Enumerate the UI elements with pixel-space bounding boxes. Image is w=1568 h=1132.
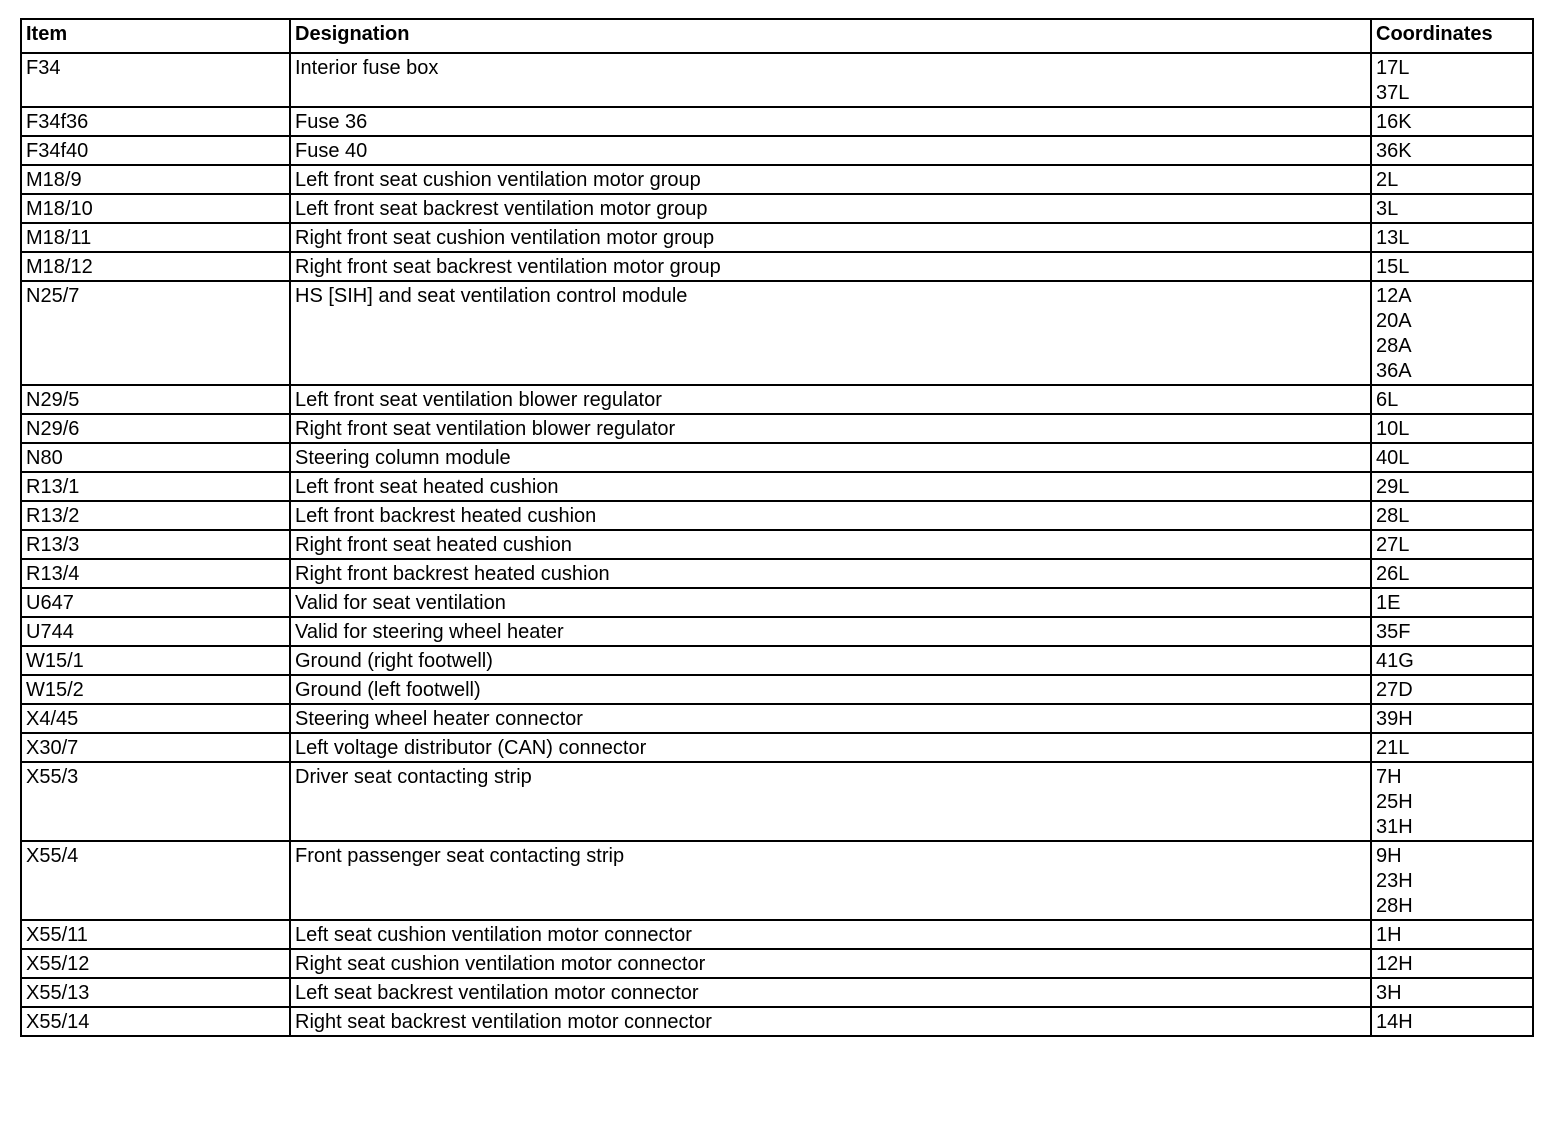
- table-row: [21, 559, 1533, 588]
- coordinates-cell: 7H 25H 31H: [1371, 762, 1533, 841]
- item-cell: R13/4: [21, 559, 290, 588]
- item-cell: X55/3: [21, 762, 290, 841]
- table-row: [21, 443, 1533, 472]
- component-legend-table: [20, 18, 1534, 1037]
- table-row: [21, 414, 1533, 443]
- table-row: [21, 920, 1533, 949]
- coordinates-cell: 1H: [1371, 920, 1533, 949]
- designation-cell: Steering column module: [290, 443, 1371, 472]
- item-cell: X4/45: [21, 704, 290, 733]
- designation-cell: Interior fuse box: [290, 53, 1371, 107]
- coordinates-cell: 27D: [1371, 675, 1533, 704]
- designation-cell: Left front backrest heated cushion: [290, 501, 1371, 530]
- designation-cell: Right seat cushion ventilation motor connector: [290, 949, 1371, 978]
- coordinates-cell: 40L: [1371, 443, 1533, 472]
- designation-cell: Right front seat ventilation blower regulator: [290, 414, 1371, 443]
- table-header: [21, 19, 1533, 53]
- coordinates-cell: 15L: [1371, 252, 1533, 281]
- item-cell: U647: [21, 588, 290, 617]
- coordinates-cell: 41G: [1371, 646, 1533, 675]
- coordinates-cell: 35F: [1371, 617, 1533, 646]
- item-cell: U744: [21, 617, 290, 646]
- item-cell: M18/9: [21, 165, 290, 194]
- designation-cell: Left front seat ventilation blower regulator: [290, 385, 1371, 414]
- item-cell: X55/4: [21, 841, 290, 920]
- item-cell: N25/7: [21, 281, 290, 385]
- item-cell: R13/1: [21, 472, 290, 501]
- item-cell: W15/2: [21, 675, 290, 704]
- table-row: [21, 588, 1533, 617]
- coordinates-cell: 26L: [1371, 559, 1533, 588]
- table-body: [21, 53, 1533, 1036]
- item-cell: M18/10: [21, 194, 290, 223]
- coordinates-cell: 17L 37L: [1371, 53, 1533, 107]
- table-row: [21, 194, 1533, 223]
- table-row: [21, 646, 1533, 675]
- table-row: [21, 704, 1533, 733]
- column-header-item: Item: [21, 19, 290, 53]
- table-row: [21, 1007, 1533, 1036]
- table-row: [21, 501, 1533, 530]
- designation-cell: Left front seat cushion ventilation motor group: [290, 165, 1371, 194]
- designation-cell: Driver seat contacting strip: [290, 762, 1371, 841]
- designation-cell: Valid for steering wheel heater: [290, 617, 1371, 646]
- item-cell: N80: [21, 443, 290, 472]
- item-cell: F34: [21, 53, 290, 107]
- coordinates-cell: 16K: [1371, 107, 1533, 136]
- item-cell: N29/6: [21, 414, 290, 443]
- coordinates-cell: 13L: [1371, 223, 1533, 252]
- designation-cell: Right seat backrest ventilation motor connector: [290, 1007, 1371, 1036]
- coordinates-cell: 10L: [1371, 414, 1533, 443]
- designation-cell: Ground (left footwell): [290, 675, 1371, 704]
- table-row: [21, 252, 1533, 281]
- item-cell: X55/12: [21, 949, 290, 978]
- table-row: [21, 841, 1533, 920]
- coordinates-cell: 9H 23H 28H: [1371, 841, 1533, 920]
- item-cell: M18/12: [21, 252, 290, 281]
- table-row: [21, 223, 1533, 252]
- coordinates-cell: 36K: [1371, 136, 1533, 165]
- coordinates-cell: 2L: [1371, 165, 1533, 194]
- table-row: [21, 949, 1533, 978]
- coordinates-cell: 6L: [1371, 385, 1533, 414]
- table-row: [21, 136, 1533, 165]
- table-row: [21, 530, 1533, 559]
- designation-cell: Fuse 36: [290, 107, 1371, 136]
- coordinates-cell: 3L: [1371, 194, 1533, 223]
- designation-cell: Front passenger seat contacting strip: [290, 841, 1371, 920]
- designation-cell: Steering wheel heater connector: [290, 704, 1371, 733]
- designation-cell: Right front seat cushion ventilation motor group: [290, 223, 1371, 252]
- item-cell: F34f40: [21, 136, 290, 165]
- designation-cell: HS [SIH] and seat ventilation control module: [290, 281, 1371, 385]
- item-cell: R13/2: [21, 501, 290, 530]
- table-row: [21, 385, 1533, 414]
- designation-cell: Ground (right footwell): [290, 646, 1371, 675]
- coordinates-cell: 21L: [1371, 733, 1533, 762]
- coordinates-cell: 14H: [1371, 1007, 1533, 1036]
- item-cell: M18/11: [21, 223, 290, 252]
- coordinates-cell: 29L: [1371, 472, 1533, 501]
- designation-cell: Left seat backrest ventilation motor connector: [290, 978, 1371, 1007]
- column-header-designation: Designation: [290, 19, 1371, 53]
- table-row: [21, 472, 1533, 501]
- designation-cell: Right front seat backrest ventilation motor group: [290, 252, 1371, 281]
- designation-cell: Left front seat backrest ventilation motor group: [290, 194, 1371, 223]
- table-row: [21, 165, 1533, 194]
- designation-cell: Right front seat heated cushion: [290, 530, 1371, 559]
- table-row: [21, 107, 1533, 136]
- item-cell: F34f36: [21, 107, 290, 136]
- table-row: [21, 978, 1533, 1007]
- designation-cell: Left front seat heated cushion: [290, 472, 1371, 501]
- item-cell: W15/1: [21, 646, 290, 675]
- column-header-coordinates: Coordinates: [1371, 19, 1533, 53]
- table-row: [21, 675, 1533, 704]
- coordinates-cell: 3H: [1371, 978, 1533, 1007]
- item-cell: X55/14: [21, 1007, 290, 1036]
- coordinates-cell: 12H: [1371, 949, 1533, 978]
- designation-cell: Valid for seat ventilation: [290, 588, 1371, 617]
- table-row: [21, 762, 1533, 841]
- coordinates-cell: 12A 20A 28A 36A: [1371, 281, 1533, 385]
- item-cell: R13/3: [21, 530, 290, 559]
- item-cell: X55/11: [21, 920, 290, 949]
- coordinates-cell: 28L: [1371, 501, 1533, 530]
- table-row: [21, 281, 1533, 385]
- item-cell: N29/5: [21, 385, 290, 414]
- item-cell: X30/7: [21, 733, 290, 762]
- table-row: [21, 53, 1533, 107]
- designation-cell: Left seat cushion ventilation motor connector: [290, 920, 1371, 949]
- designation-cell: Fuse 40: [290, 136, 1371, 165]
- designation-cell: Left voltage distributor (CAN) connector: [290, 733, 1371, 762]
- coordinates-cell: 27L: [1371, 530, 1533, 559]
- item-cell: X55/13: [21, 978, 290, 1007]
- header-row: [21, 19, 1533, 53]
- designation-cell: Right front backrest heated cushion: [290, 559, 1371, 588]
- table-row: [21, 733, 1533, 762]
- coordinates-cell: 39H: [1371, 704, 1533, 733]
- coordinates-cell: 1E: [1371, 588, 1533, 617]
- table-row: [21, 617, 1533, 646]
